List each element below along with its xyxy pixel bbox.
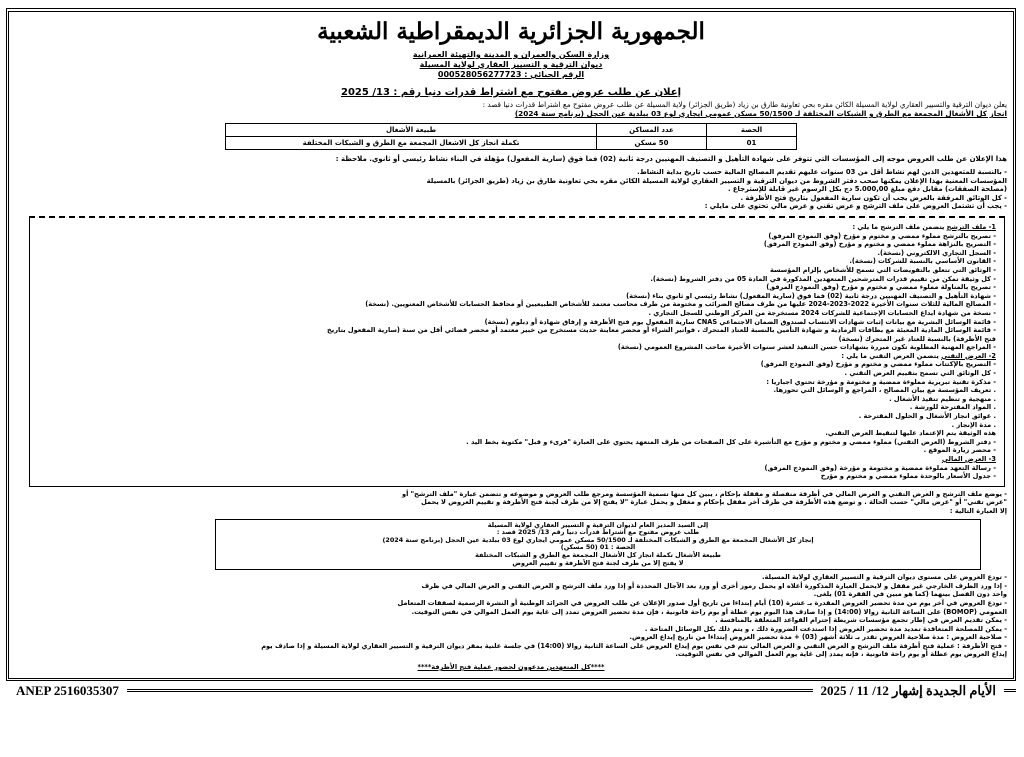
- note-line: - يجب أن تشتمل العروض على ملف الترشح و عرض تقني و عرض مالي تحتوي على مايلي :: [704, 202, 1007, 211]
- project-object: انجاز كل الأشغال المجمعة مع الطرق و الشبكات المختلفة لـ 50/1500 مسكن عمومي ايجاري لوع 03 ببلدية عين الحجل (برنامج سنة 2024): [514, 109, 1007, 118]
- list-item: - التصريح بالنزاهة مملوء ممضي و مختوم و مؤرخ (وفق النموذج المرفق): [763, 240, 996, 249]
- list-item: . منهجية و تنظيم تنفيذ الأشغال .: [889, 394, 996, 403]
- list-item: - المصالح المالية للثلاث سنوات الأخيرة 2022-2023-2024 عليها من طرف مصالح الضرائب و مختومة من طرف محاسب معتمد للأشخاص الطبيعيين أو محافظ الحسابات للأشخاص المعنويين. (نسخة): [365, 300, 996, 309]
- submission-terms: [15, 573, 1007, 659]
- list-item: - السجل التجاري الالكتروني (نسخة).: [877, 248, 996, 257]
- ministry-name: وزارة السكن والعمران و المدينة والتهيئة العمرانية: [412, 50, 610, 59]
- office-name: ديوان الترقية و التسيير العقاري لولاية المسيلة: [419, 60, 603, 69]
- envelope-line: لا يفتح إلا من طرف لجنة فتح الأظرفة و تقييم العروض: [512, 558, 684, 567]
- list-item: - قائمة الوسائل البشرية مع بيانات إثبات شهادات الانتساب لصندوق الضمان الاجتماعي CNAS سارية المفعول يوم فتح الأظرفة و إرفاق شهادة أو دبلوم (نسخة): [484, 317, 996, 326]
- publication-date: الأيام الجديدة إشهار 12/ 11 / 2025: [820, 683, 996, 699]
- section-lead: يتضمن ملف الترشح ما يلي :: [852, 222, 945, 231]
- column-header: طبيعة الأشغال: [226, 124, 597, 137]
- financial-list: [38, 464, 996, 481]
- lots-table: [225, 123, 797, 150]
- list-item: - التصريح بالإكتتاب مملوء ممضي و مختوم و مؤرخ (وفق النموذج المرفق): [760, 360, 996, 369]
- text-line: العمومي (BOMOP) على الساعة الثانية زوالا (14:00) و إذا صادف هذا اليوم يوم عطلة أو يوم راحة قانونية ، فإن مدة تحضير العروض تمدد إلى غاية يوم العمل الموالي في نفس التوقيت.: [411, 607, 1007, 616]
- list-item: . مدة الإنجاز .: [951, 420, 996, 429]
- text-line: - تودع العروض على مستوى ديوان الترقية و التسيير العقاري لولاية المسيلة.: [762, 573, 1007, 582]
- footer-rule: [1004, 689, 1016, 693]
- text-line: - يمكن تقديم العرض في إطار تجمع مؤسسات شريطة إحترام القواعد المتعلقة بالمنافسة .: [715, 616, 1007, 625]
- list-item: - رسالة التعهد مملوءة ممضية و مختومة و مؤرخة (وفق النموذج المرفق): [764, 463, 996, 472]
- envelope-line: الحصة : 01 (50 مسكن): [560, 543, 636, 552]
- list-item: - جدول الأسعار بالوحدة مملوء ممضي و مختوم و مؤرخ: [820, 472, 996, 481]
- list-item: - القانون الأساسي بالنسبة للشركات (نسخة).: [849, 257, 996, 266]
- text-line: إيداع العروض يوم عطلة أو يوم راحة قانونية ، فإنه يمدد إلى غاية يوم العمل الموالي في نفس التوقيت.: [675, 650, 1007, 659]
- tender-announcement: [15, 18, 1007, 672]
- list-item: . المواد المقترحة للورشة .: [909, 403, 996, 412]
- tax-id: الرقم الجبائي : 000528056277723: [437, 70, 585, 79]
- text-line: واحد دون الفصل بينهما (كما هو مبين في الفقرة 01) يلغى.: [813, 590, 1007, 599]
- table-row: [226, 137, 797, 150]
- list-item: - نسخة من شهادة ايداع الحسابات الإجتماعية للشركات 2024 مستخرجة من المركز الوطني للسجل التجاري .: [648, 308, 996, 317]
- envelope-line: إلى السيد المدير العام لديوان الترقية و التسيير العقاري لولاية المسيلة: [487, 520, 709, 529]
- section-lead: يتضمن العرض التقني ما يلي :: [841, 351, 939, 360]
- offer-contents-box: [29, 216, 1005, 487]
- candidacy-section-header: [38, 223, 996, 232]
- issuer-block: [361, 50, 661, 80]
- candidacy-list: [38, 232, 996, 352]
- list-item: - كل الوثائق التي تسمح بتقييم العرض التقني .: [844, 369, 996, 378]
- list-item: - دفتر الشروط (العرض التقني) مملوء ممضي و مختوم و مؤرخ مع التأشيرة على كل الصفحات من طرف المتعهد يحتوي على العبارة "قرىء و قبل" مكتوبة بخط اليد .: [466, 437, 996, 446]
- anep-reference: ANEP 2516035307: [16, 683, 119, 699]
- text-line: - يمكن للمصلحة المتعاقدة تمديد مدة تحضير العروض إذا استدعت الضرورة ذلك ، و يتم ذلك بكل الوسائل المتاحة .: [644, 624, 1007, 633]
- note-line: (مصلحة الصفقات) مقابل دفع مبلغ 5.000,00 دج بكل الرسوم غير قابلة للإسترجاع .: [727, 185, 1007, 194]
- announcement-intro: [15, 100, 1007, 118]
- list-item: . عوائق انجاز الأشغال و الحلول المقترحة .: [858, 412, 996, 421]
- notes: [15, 168, 1007, 211]
- note-line: المؤسسات المعنية بهذا الإعلان يمكنها سحب دفتر الشروط من ديوان الترقية و التسيير العقاري لولاية المسيلة الكائن مقره بحي تعاونية طارق بن زياد (طريق الجزائر) بالمسيلة: [426, 176, 1007, 185]
- list-item: - محضر زيارة الموقع .: [923, 446, 996, 455]
- list-item: - كل وثيقة تمكن من تقييم قدرات المترشحين المتعهدين المذكورة في المادة 05 من دفتر الشروط (نسخة).: [650, 274, 996, 283]
- list-item: - الوثائق التي تتعلق بالتفويضات التي تسمح للأشخاص بإلزام المؤسسة: [770, 265, 996, 274]
- text-line: - يوضع ملف الترشح و العرض التقني و العرض المالي في أظرفة منفصلة و مقفلة بإحكام ، يبين كل منها تسمية المؤسسة ومرجع طلب العروض و موضوعه و تتضمن عبارة "ملف الترشح" أو: [401, 489, 1007, 498]
- page-footer: [16, 683, 1016, 699]
- announcement-heading: إعلان عن طلب عروض مفتوح مع اشتراط قدرات دنيا رقم : 13/ 2025: [341, 87, 681, 98]
- column-header: عدد المساكن: [597, 124, 707, 137]
- envelope-label-box: [215, 519, 981, 571]
- list-item: . تعريف المؤسسة مع بيان المصالح ، المراجع و الوسائل التي تحوزها.: [773, 386, 996, 395]
- list-item: - تصريح بالترشح مملوء ممضي و مختوم و مؤرخ (وفق النموذج المرفق): [768, 231, 996, 240]
- technical-section-header: [38, 352, 996, 361]
- text-line: - تودع العروض في آخر يوم من مدة تحضير العروض المقدرة بـ عشرة (10) أيام إبتداءا من تاريخ أول صدور الإعلان عن طلب العروض في الجرائد الوطنية أو النشرة الرسمية لصفقات المتعامل: [397, 598, 1007, 607]
- financial-section-title: 3- العرض المالي: [941, 455, 996, 463]
- text-line: "عرض تقني" أو "عرض مالي" حسب الحالة . و توضع هذه الأظرفة في ظرف آخر مقفل بإحكام و مغفل و يحمل عبارة "لا يفتح إلا من طرف لجنة فتح الأظرفة و تقييم العروض لا يحمل: [421, 498, 1007, 507]
- technical-list: [38, 360, 996, 455]
- packaging-instructions: [15, 490, 1007, 516]
- page-title: الجمهورية الجزائرية الديمقراطية الشعبية: [317, 18, 705, 45]
- section-title: 1- ملف الترشح: [946, 222, 996, 231]
- table-cell: 01: [707, 137, 797, 150]
- list-item: هذه الوثيقة يتم الإعتماد عليها لتنقيط العرض التقني.: [825, 429, 996, 438]
- note-line: - بالنسبة للمتعهدين الذين لهم نشاط أقل من 03 سنوات عليهم تقديم المصالح المالية حسب تاريخ بداية النشاط.: [637, 168, 1007, 176]
- envelope-line: طلب عروض مفتوح مع اشتراط قدرات دنيا رقم 13/ 2025 قصد :: [496, 528, 700, 537]
- text-line: - إذا ورد الظرف الخارجي غير مقفل و لايحمل العبارة المذكورة أعلاه او يحمل رموز أخرى أو ورد بعد الآجال المحددة أو إذا ورد ملف الترشح و العرض التقني و العرض المالي في ظرف: [421, 581, 1007, 590]
- column-header: الحصة: [707, 124, 797, 137]
- text-line: - فتح الأظرفة : عملية فتح أظرفة ملف الترشح و العرض التقني و العرض المالي تتم في نفس يوم إيداع العروض على الساعة الثانية زوالا (14:00) في جلسة علنية بمقر ديوان الترقية و التسيير العقاري لولاية المسيلة و إذا صادف يوم: [261, 641, 1007, 650]
- eligibility-text: هذا الإعلان عن طلب العروض موجه إلى المؤسسات التي تتوفر على شهادة التأهيل و التصنيف المهنيين درجة ثانية (02) فما فوق (سارية المفعول) مؤهلة في البناء نشاط رئيسي أو ثانوي. ملاحظة :: [335, 155, 1007, 163]
- list-item: - تصريح بالمناولة مملوء ممضي و مختوم و مؤرخ (وفق النموذج المرفق): [766, 283, 996, 292]
- list-item: - المراجع المهنية المطلوبة تكون مبررة بشهادات حسن التنفيذ لعشر سنوات الأخيرة صاحب المشروع العمومي (نسخة): [617, 343, 996, 352]
- note-line: - كل الوثائق المرفقة بالعرض يجب أن تكون سارية المفعول بتاريخ فتح الأظرفة .: [740, 193, 1007, 202]
- table-cell: تكملة انجاز كل الاشغال المجمعة مع الطرق و الشبكات المختلفة: [226, 137, 597, 150]
- page-border: [6, 8, 1016, 681]
- section-title: 2- العرض التقني: [941, 351, 996, 360]
- text-line: إلا العبارة التالية :: [949, 506, 1007, 515]
- envelope-line: إنجاز كل الأشغال المجمعة مع الطرق و الشبكات المختلفة لـ 50/1500 مسكن عمومي ايجاري لوع 03 ببلدية عين الحجل (برنامج سنة 2024): [382, 535, 814, 544]
- table-cell: 50 مسكن: [597, 137, 707, 150]
- envelope-line: طبيعة الأشغال تكملة انجاز كل الأشغال المجمعة مع الطرق و الشبكات المختلفة: [475, 550, 721, 559]
- table-header-row: [226, 124, 797, 137]
- list-item: فتح الأظرفة) بالنسبة للعتاد غير المتحرك (نسخة): [838, 334, 996, 343]
- list-item: - شهادة التأهيل و التصنيف المهنيين درجة ثانية (02) فما فوق (سارية المفعول) نشاط رئيسي او ثانوي بناء (نسخة): [626, 291, 996, 300]
- list-item: - قائمة الوسائل المادية المعبئة مع بطاقات الرمادية و شهادة التأمين بالنسبة للعتاد المتحرك ، فواتير الشراء أو محضر معاينة حديث مستخرج من خبير معتمد أو محضر قضائي أقل من سنة (سارية المفعول بتاريخ: [326, 326, 996, 335]
- closing-note: ****كل المتعهدين مدعوون لحضور عملية فتح الأظرفة****: [417, 663, 605, 672]
- list-item: - مذكرة تقنية تبريرية مملوءة ممضية و مختومة و مؤرخة تحتوي اجباريا :: [766, 377, 996, 386]
- text-line: - صلاحية العروض : مدة صلاحية العروض تقدر بـ ثلاثة أشهر (03) + مدة تحضير العروض إبتداءا من تاريخ إيداع العروض.: [629, 633, 1007, 642]
- intro-text: يعلن ديوان الترقية والتسيير العقاري لولاية المسيلة الكائن مقره بحي تعاونية طارق بن زياد (طريق الجزائر) ولاية المسيلة عن طلب عروض مفتوح مع اشتراط قدرات دنيا قصد :: [482, 100, 1007, 109]
- footer-rule: [127, 689, 813, 693]
